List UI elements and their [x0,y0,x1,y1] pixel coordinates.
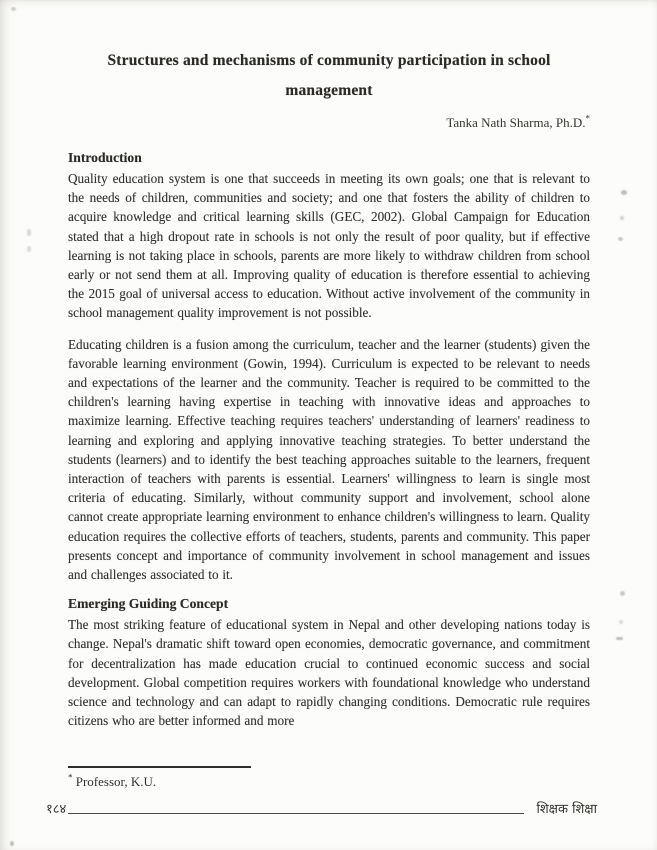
page-content [68,0,590,742]
paper-title: Structures and mechanisms of community participation in school management [107,52,551,99]
journal-name: शिक्षक शिक्षा [536,802,597,817]
scan-artifact [27,246,31,252]
section-heading-emerging-guiding-concept: Emerging Guiding Concept [68,596,229,612]
scan-artifact [10,841,14,846]
paragraph-intro-2: Educating children is a fusion among the curriculum, teacher and the learner (students) given the favorable learning environment (Gowin, 1994). Curriculum is expected to be relevant to needs and expectations of the learner and the community. Teacher is required to be committed to the children's learning having expertise in teaching with innovative ideas and approaches to maximize learning. Effective teaching requires teachers' understanding of learners' readiness to learning and exploring and applying innovative teaching strategies. To better understand the students (learners) and to identify the best teaching approaches suitable to the learners, frequent interaction of teachers with parents is essential. Learners' willingness to learn is single most criteria of educating. Similarly, without community support and involvement, school alone cannot create appropriate learning environment to enhance children's willingness to learn. Quality education requires the collective efforts of teachers, students, parents and community. This paper presents concept and importance of community involvement in school management and issues and challenges associated to it. [68,336,591,583]
footnote-separator-rule [68,766,251,768]
author-name: Tanka Nath Sharma, Ph.D. [446,115,586,130]
page-footer [46,799,597,817]
scan-artifact [619,620,623,624]
author-line [68,115,590,131]
author-footnote-marker: * [585,113,590,124]
footnote-label: Professor, K.U. [75,774,157,789]
scan-artifact [27,229,31,236]
footnote-marker: * [68,772,73,783]
footer-rule [68,813,524,814]
footnote-block [68,766,251,790]
paragraph-emerging-1: The most striking feature of educational system in Nepal and other developing nations today is change. Nepal's dramatic shift toward open economies, democratic governance, and commitment for decentralization has made education crucial to continued economic success and social development. Global competition requires workers with foundational knowledge who understand science and technology and can adapt to rapidly changing conditions. Democratic rule requires citizens who are better informed and more [68,617,590,729]
scan-artifact [620,591,625,596]
scan-artifact [11,7,16,11]
scan-artifact [620,216,624,220]
scan-artifact [616,637,623,640]
scan-artifact [621,190,627,195]
scan-artifact [618,237,623,241]
paragraph-intro-1: Quality education system is one that succeeds in meeting its own goals; one that is relevant to the needs of children, communities and society; and one that fosters the ability of children to acquire knowledge and critical learning skills (GEC, 2002). Global Campaign for Education stated that a high dropout rate in schools is not only the result of poor quality, but if effective learning is not taking place in schools, parents are more likely to withdraw children from school early or not send them at all. Improving quality of education is therefore essential to achieving the 2015 goal of universal access to education. Without active involvement of the community in school management quality improvement is not possible. [68,171,590,321]
page-number: १८४ [46,802,67,817]
section-heading-introduction: Introduction [68,150,142,165]
footnote-text [68,774,251,790]
